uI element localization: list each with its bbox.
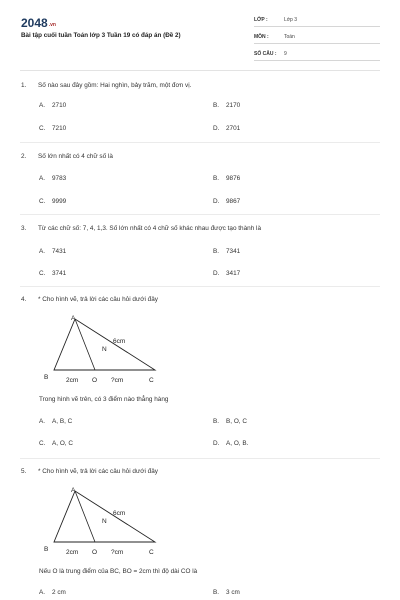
meta-label: LỚP : [254,17,268,23]
question-5 [21,468,381,475]
label-side-an: 6cm [113,338,126,345]
option-row [39,175,379,185]
option-a[interactable] [39,248,66,255]
option-letter: C. [39,440,46,447]
option-text: 2 cm [52,589,66,596]
question-subtext: Trong hình vẽ trên, có 3 điểm nào thẳng hàng [39,396,169,403]
option-text: 2170 [226,102,241,109]
segment-ao [75,319,95,370]
option-d[interactable] [213,270,240,277]
question-subtext: Nếu O là trung điểm của BC, BO = 2cm thì độ dài CO là [39,568,198,575]
option-letter: C. [39,198,46,205]
question-text [21,296,381,303]
option-row [39,589,379,599]
option-text: B, O, C [226,418,247,425]
label-b: B [44,546,49,553]
question-separator [20,142,380,143]
question-body: Số nào sau đây gồm: Hai nghìn, bảy trăm, một đơn vị. [38,82,192,89]
option-b[interactable] [213,418,247,425]
option-text: A, B, C [52,418,73,425]
document-title: Bài tập cuối tuần Toán lớp 3 Tuần 19 có đáp án (Đề 2) [21,32,181,39]
option-text: 9783 [52,175,67,182]
question-text [21,153,381,160]
triangle-shape [54,491,155,542]
option-text: 3417 [226,270,241,277]
page-header [0,0,400,68]
option-text: 2710 [52,102,67,109]
option-text: 9867 [226,198,241,205]
label-a: A [71,315,76,322]
option-text: 7431 [52,248,67,255]
question-3 [21,225,381,277]
option-row [39,125,379,135]
option-letter: B. [213,589,220,596]
question-1 [21,82,381,132]
option-b[interactable] [213,248,240,255]
question-separator [20,458,380,459]
triangle-figure [40,484,165,560]
option-b[interactable] [213,589,240,596]
question-text [21,82,381,89]
label-a: A [71,487,76,494]
option-text: 3741 [52,270,67,277]
option-text: 7341 [226,248,241,255]
option-c[interactable] [39,270,66,277]
label-oc: ?cm [111,549,124,556]
meta-label: SỐ CÂU : [254,51,277,57]
option-a[interactable] [39,418,72,425]
triangle-figure [40,312,165,388]
label-side-an: 6cm [113,510,126,517]
option-c[interactable] [39,125,66,132]
option-text: A, O, C [52,440,73,447]
option-d[interactable] [213,198,240,205]
option-c[interactable] [39,198,66,205]
question-number: 2. [21,153,27,160]
option-a[interactable] [39,175,66,182]
label-c: C [149,377,154,384]
meta-row-class [254,14,380,27]
option-b[interactable] [213,102,240,109]
option-row [39,440,379,450]
option-row [39,418,379,428]
question-number: 5. [21,468,27,475]
option-letter: A. [39,102,46,109]
meta-value: Toán [284,34,295,40]
question-body: * Cho hình vẽ, trả lời các câu hỏi dưới đây [38,296,158,303]
option-letter: C. [39,125,46,132]
question-separator [20,286,380,287]
meta-row-subject [254,31,380,44]
option-letter: A. [39,248,46,255]
label-bo: 2cm [66,549,79,556]
label-c: C [149,549,154,556]
label-n: N [102,518,107,525]
meta-info [254,14,380,65]
label-n: N [102,346,107,353]
option-d[interactable] [213,440,248,447]
option-letter: B. [213,418,220,425]
option-letter: D. [213,198,220,205]
meta-row-count [254,48,380,61]
question-number: 3. [21,225,27,232]
option-letter: A. [39,418,46,425]
option-row [39,248,379,258]
logo-text: 2048 [21,16,48,30]
option-letter: C. [39,270,46,277]
option-letter: D. [213,440,220,447]
question-number: 1. [21,82,27,89]
meta-value: Lớp 3 [284,17,298,23]
option-letter: B. [213,102,220,109]
option-letter: B. [213,248,220,255]
option-row [39,198,379,208]
option-d[interactable] [213,125,240,132]
option-text: 9876 [226,175,241,182]
logo-suffix: .vn [48,22,56,28]
option-text: A, O, B. [226,440,249,447]
option-letter: B. [213,175,220,182]
question-body: * Cho hình vẽ, trả lời các câu hỏi dưới đây [38,468,158,475]
question-number: 4. [21,296,27,303]
label-oc: ?cm [111,377,124,384]
option-text: 9999 [52,198,67,205]
question-separator [20,214,380,215]
label-o: O [92,377,98,384]
option-b[interactable] [213,175,240,182]
question-text [21,468,381,475]
question-text [21,225,381,232]
option-text: 2701 [226,125,241,132]
question-body: Từ các chữ số: 7, 4, 1,3. Số lớn nhất có 4 chữ số khác nhau được tạo thành là [38,225,262,232]
label-b: B [44,374,49,381]
label-bo: 2cm [66,377,79,384]
site-logo[interactable] [21,16,56,30]
option-row [39,270,379,280]
question-2 [21,153,381,205]
label-o: O [92,549,98,556]
option-letter: A. [39,175,46,182]
option-text: 7210 [52,125,67,132]
option-a[interactable] [39,102,66,109]
option-text: 3 cm [226,589,240,596]
question-4 [21,296,381,303]
meta-label: MÔN : [254,34,269,40]
option-letter: D. [213,270,220,277]
option-letter: D. [213,125,220,132]
meta-value: 9 [284,51,287,57]
option-a[interactable] [39,589,66,596]
question-body: Số lớn nhất có 4 chữ số là [38,153,113,160]
option-letter: A. [39,589,46,596]
triangle-shape [54,319,155,370]
header-divider [20,70,380,71]
option-row [39,102,379,112]
option-c[interactable] [39,440,73,447]
segment-ao [75,491,95,542]
